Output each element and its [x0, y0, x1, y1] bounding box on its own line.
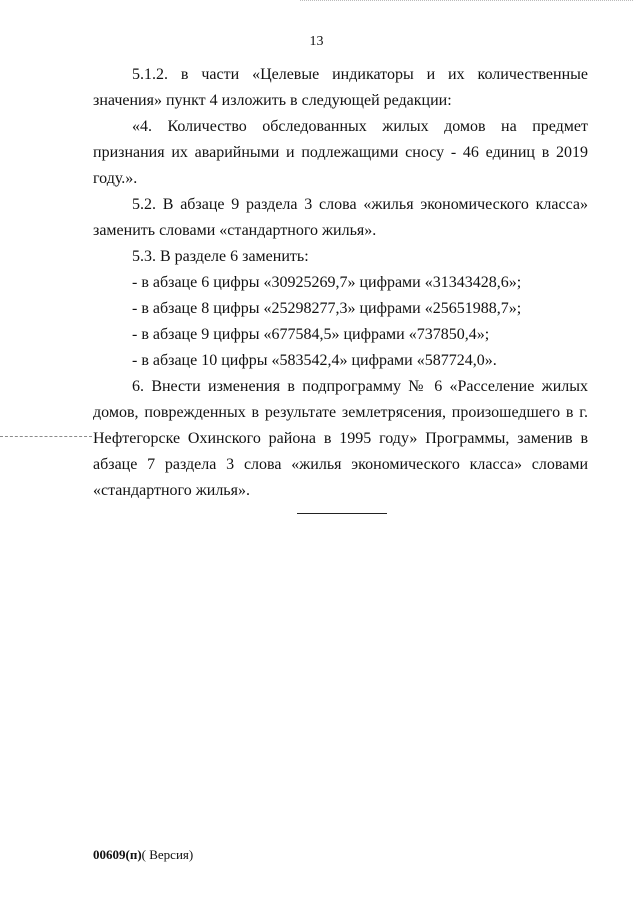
paragraph-5-3: 5.3. В разделе 6 заменить:: [132, 248, 309, 265]
list-item-abzac-10: - в абзаце 10 цифры «583542,4» цифрами «587724,0».: [132, 352, 497, 369]
paragraph-quote-4: «4. Количество обследованных жилых домов на предмет признания их аварийными и подлежащими сносу - 46 единиц в 2019 году.».: [93, 118, 588, 187]
end-divider: [297, 513, 387, 514]
page-number: 13: [309, 34, 324, 49]
paragraph-5-2: 5.2. В абзаце 9 раздела 3 слова «жилья экономического класса» заменить словами «стандартного жилья».: [93, 196, 588, 239]
paragraph-5-1-2: 5.1.2. в части «Целевые индикаторы и их количественные значения» пункт 4 изложить в следующей редакции:: [93, 66, 588, 109]
document-code: 00609(п): [93, 847, 142, 862]
document-version: ( Версия): [141, 847, 194, 862]
list-item-abzac-8: - в абзаце 8 цифры «25298277,3» цифрами «25651988,7»;: [132, 300, 522, 317]
footer: [93, 847, 193, 863]
list-item-abzac-9: - в абзаце 9 цифры «677584,5» цифрами «737850,4»;: [132, 326, 490, 343]
list-item-abzac-6: - в абзаце 6 цифры «30925269,7» цифрами «31343428,6»;: [132, 274, 522, 291]
scan-artifact-top: [300, 0, 633, 1]
scan-artifact-line: [0, 436, 92, 437]
paragraph-6: 6. Внести изменения в подпрограмму № 6 «Расселение жилых домов, поврежденных в результате землетрясения, произошедшего в г. Нефтегорске Охинского района в 1995 году» Программы, заменив в абзаце 7 раздела 3 слова «жилья экономического класса» словами «стандартного жилья».: [93, 378, 588, 499]
document-body: [93, 62, 588, 504]
